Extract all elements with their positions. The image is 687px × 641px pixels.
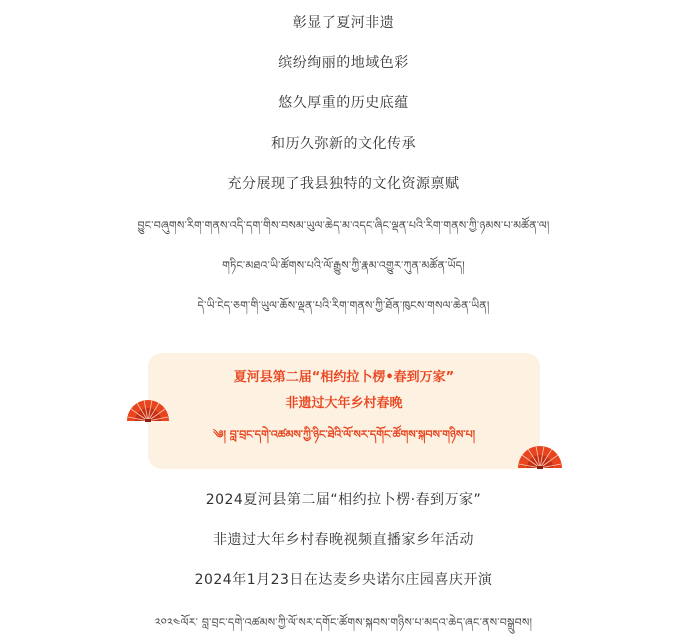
paragraph-tib-4: ༢༠༢༤ལོར་ བླ་བྲང་དགེ་འཚམས་ཀྱི་ལོ་སར་དགོང་ཚོགས་སྐབས་གཉིས་པ་མདའ་ཆེད་ཞང་ནས་བསྒྲུབས། xyxy=(154,616,533,629)
paragraph-cn-4: 和历久弥新的文化传承 xyxy=(271,136,416,152)
paragraph-cn-6: 2024夏河县第二届“相约拉卜楞·春到万家” xyxy=(205,492,482,508)
red-folding-fan-icon xyxy=(516,440,564,470)
banner-title-tibetan: ༄། བླ་བྲང་དགེ་འཚམས་ཀྱི་ཉིང་ཐེའི་ལོ་སར་དགོང་ཚོགས་སྐབས་གཉིས་པ། xyxy=(212,428,476,441)
banner-title-line-1: 夏河县第二届“相约拉卜楞•春到万家” xyxy=(233,370,455,385)
paragraph-cn-5: 充分展现了我县独特的文化资源禀赋 xyxy=(227,176,460,192)
paragraph-tib-3: དེ་ཡི་ངེད་ཅག་གི་ཡུལ་ཆོས་ལྡན་པའི་རིག་གནས་ཀྱི་ཐོན་ཁུངས་གསལ་ཆེན་ཡིན། xyxy=(197,299,490,312)
paragraph-tib-1: བྱུང་བཞུགས་རིག་གནས་འདི་དག་གིས་བསམ་ཡུལ་ཆེད་མ་འདང་ཞིང་ལྡན་པའི་རིག་གནས་ཀྱི་ཉམས་པ་མཚོན་ལ། xyxy=(137,219,550,232)
paragraph-cn-8: 2024年1月23日在达麦乡央诺尔庄园喜庆开演 xyxy=(194,572,493,588)
paragraph-tib-2: གཏིང་མཐའ་ཡི་ཚོགས་པའི་ལོ་རྒྱུས་ཀྱི་རྣམ་འགྱུར་ཀུན་མཚོན་ཡོད། xyxy=(222,259,465,272)
event-title-banner xyxy=(148,353,540,469)
paragraph-cn-1: 彰显了夏河非遗 xyxy=(292,15,395,31)
paragraph-cn-3: 悠久厚重的历史底蕴 xyxy=(278,95,409,111)
banner-title-line-2: 非遗过大年乡村春晚 xyxy=(285,396,403,411)
paragraph-cn-2: 缤纷绚丽的地域色彩 xyxy=(278,55,409,71)
paragraph-cn-7: 非遗过大年乡村春晚视频直播家乡年活动 xyxy=(213,532,474,548)
red-folding-fan-icon xyxy=(125,395,171,423)
